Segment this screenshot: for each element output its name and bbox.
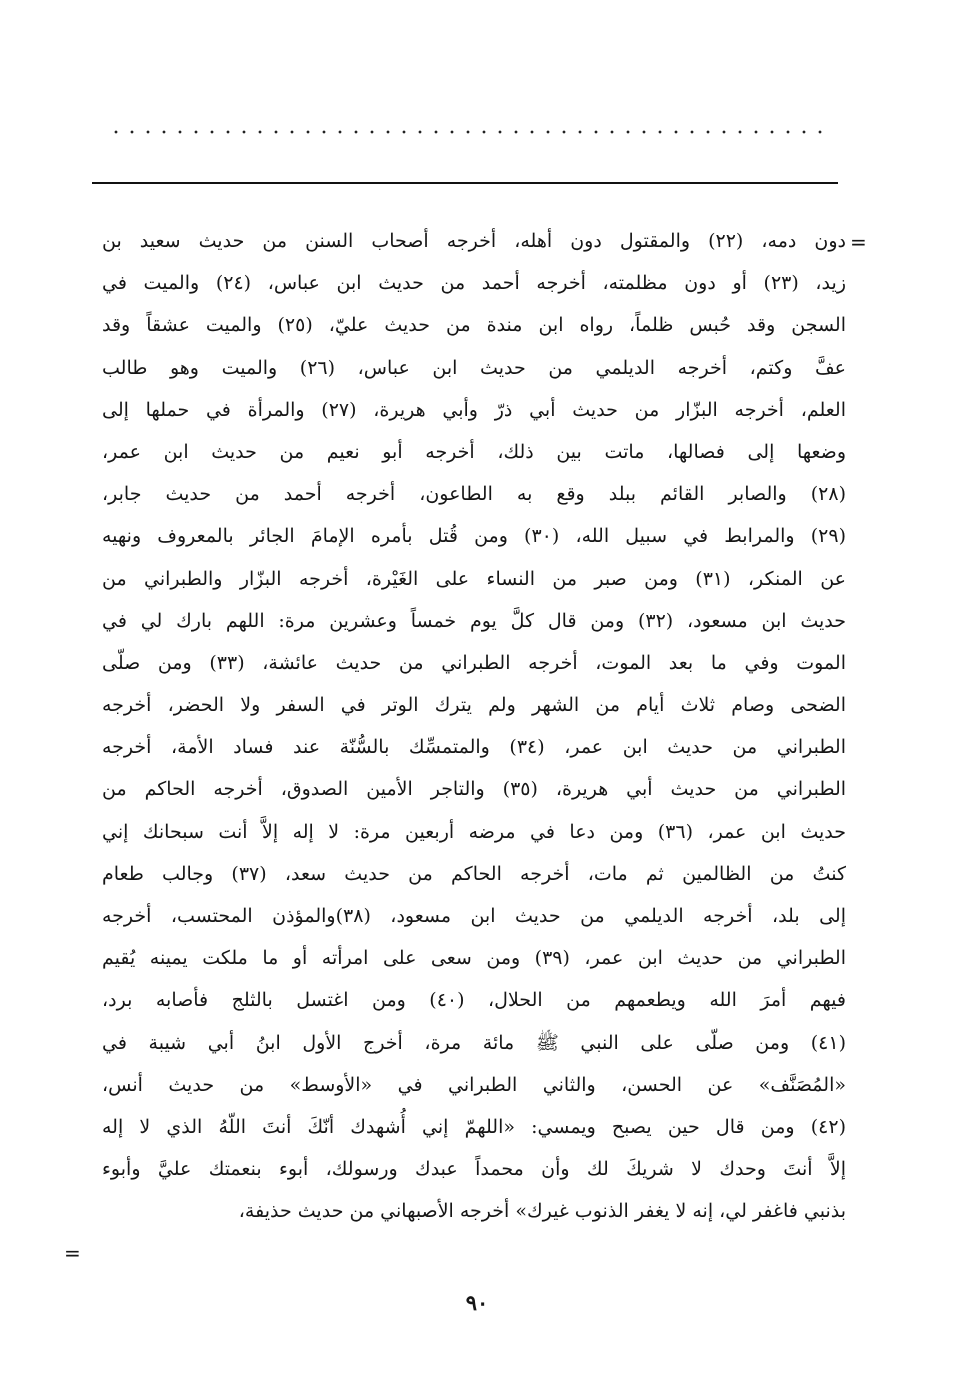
- text-line: السجن وقد حُبس ظلماً، رواه ابن مندة من حديث عليّ، (٢٥) والميت عشقاً وقد: [102, 314, 846, 337]
- text-line: فيهم أمرَ الله ويطعمهم من الحلال، (٤٠) ومن اغتسل بالثلج فأصابه برد،: [102, 989, 846, 1012]
- text-line: عن المنكر، (٣١) ومن صبر من النساء على الغَيْرة، أخرجه البزّار والطبراني من: [102, 567, 846, 590]
- text-line: «المُصَنَّف» عن الحسن، والثاني الطبراني في «الأوسط» من حديث أنس،: [102, 1073, 846, 1096]
- text-line: الضحى وصام ثلاث أيام من الشهر ولم يترك الوتر في السفر ولا الحضر، أخرجه: [102, 694, 846, 717]
- text-line: الطبراني من حديث أبي هريرة، (٣٥) والتاجر الأمين الصدوق، أخرجه الحاكم من: [102, 778, 846, 801]
- text-line: الطبراني من حديث ابن عمر، (٣٤) والمتمسِّك بالسُّنّة عند فساد الأمة، أخرجه: [102, 736, 846, 759]
- continuation-mark-start: =: [850, 230, 867, 254]
- text-line: عفَّ وكتم، أخرجه الديلمي من حديث ابن عباس، (٢٦) والميت وهو طالب: [102, 356, 846, 379]
- text-line: الطبراني من حديث ابن عمر، (٣٩) ومن سعى على امرأته أو ما ملكت يمينه يُقيم: [102, 947, 846, 970]
- footnote-text-block: [102, 220, 846, 1233]
- text-line: حديث ابن مسعود، (٣٢) ومن قال كلَّ يوم خمساً وعشرين مرة: اللهم بارك لي في: [102, 609, 846, 632]
- text-line: (٤٢) ومن قال حين يصبح ويمسي: «اللهمّ إني أُشهدك أنّكَ أنتَ اللّهُ الذي لا إله: [102, 1115, 846, 1138]
- page-number: ٩٠: [465, 1290, 489, 1315]
- text-line: وضعها إلى فصالها، ماتت بين ذلك، أخرجه أبو نعيم من حديث ابن عمر،: [102, 440, 846, 463]
- text-line: (٤١) ومن صلّى على النبي ﷺ مائة مرة، أخرج الأول ابنُ أبي شيبة في: [102, 1031, 846, 1054]
- text-line: زيد، (٢٣) أو دون مظلمته، أخرجه أحمد من حديث ابن عباس، (٢٤) والميت في: [102, 272, 846, 295]
- text-line: بذنبي فاغفر لي، إنه لا يغفر الذنوب غيرك» أخرجه الأصبهاني من حديث حذيفة،: [238, 1200, 846, 1223]
- text-line: إلى بلد، أخرجه الديلمي من حديث ابن مسعود، (٣٨)والمؤذن المحتسب، أخرجه: [102, 905, 846, 927]
- footnote-separator-rule: [92, 182, 838, 184]
- text-line: حديث ابن عمر، (٣٦) ومن دعا في مرضه أربعين مرة: لا إله إلاَّ أنت سبحانك إني: [102, 820, 846, 843]
- dotted-header-line: [108, 130, 828, 134]
- text-line: إلاَّ أنتَ وحدك لا شريكَ لك وأن محمداً عبدك ورسولك، أبوء بنعمتك عليَّ وأبوء: [102, 1158, 846, 1181]
- text-line: (٢٨) والصابر القائم ببلد وقع به الطاعون، أخرجه أحمد من حديث جابر،: [102, 483, 846, 506]
- continuation-mark-end: =: [64, 1241, 81, 1265]
- text-line: العلم، أخرجه البزّار من حديث أبي ذرّ وأبي هريرة، (٢٧) والمرأة في حملها إلى: [102, 398, 846, 421]
- text-line: دون دمه، (٢٢) والمقتول دون أهله، أخرجه أصحاب السنن من حديث سعيد بن: [102, 230, 846, 252]
- text-line: كنتُ من الظالمين ثم مات، أخرجه الحاكم من حديث سعد، (٣٧) وجالب طعام: [102, 862, 846, 885]
- text-line: (٢٩) والمرابط في سبيل الله، (٣٠) ومن قُتل بأمره الإمامَ الجائر بالمعروف ونهيه: [102, 525, 846, 548]
- text-line: الموت وفي ما بعد الموت، أخرجه الطبراني من حديث عائشة، (٣٣) ومن صلّى: [102, 651, 846, 674]
